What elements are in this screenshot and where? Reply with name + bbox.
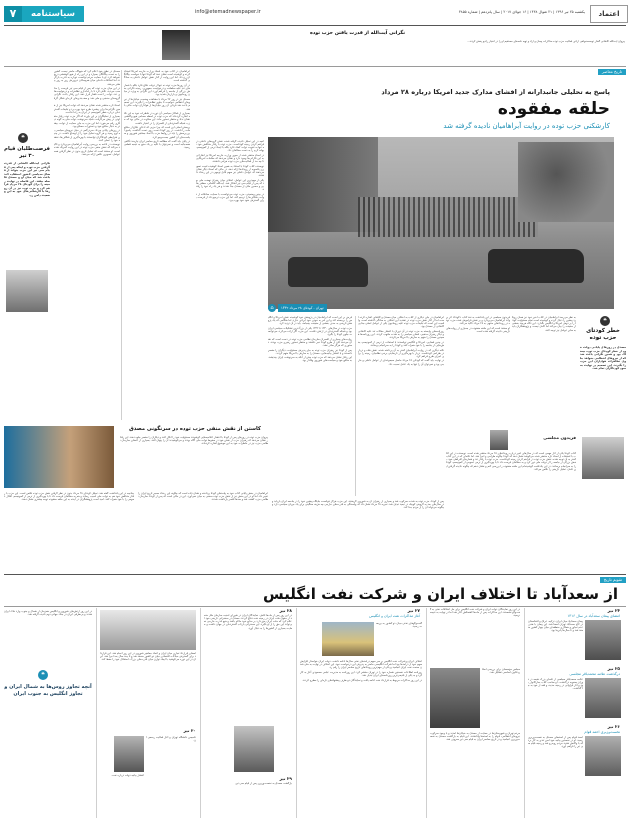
date-label: ۲۷ تیر xyxy=(407,608,420,613)
article-column-12: پس از کودتا، حزب توده به شدت سرکوب شد و بسیاری از رهبران آن به شوروی گریختند. این حزب هرگز نتوانست جایگاه پیشین خود را در جامعه ایران بازیابد و در سال‌های بعد به گروهی کوچک در تبعید تبدیل شد. تجربه ۲۸ مرداد نشان داد که وابستگی به قدرت‌های خارجی چه هزینه سنگینی برای یک جریان سیاسی دارد و چگونه می‌تواند آن را از مردم جدا کند. xyxy=(272,500,444,510)
photo-caption-icon: ⌂ xyxy=(268,304,276,312)
calendar-item-title: آغاز مذاکرات نفت ایران و انگلیس xyxy=(369,614,420,618)
article-column-6: فریدون مجلسی در این یادداشت به نقد کتاب «کودتا» اثر یرواند آبراهامیان می‌پردازد و بر نقش فراموش شده حزب توده در رویدادهای منتهی به ۲۸ مرداد تاکید می‌کند. او معتقد است که این حلقه مفقوده در بسیاری از روایت‌های تاریخی نادیده گرفته شده است. xyxy=(446,316,510,334)
article-column-5: آبراهامیان در جای دیگری از کتاب به اختلاف میان مصدق و کاشانی اشاره کرده است اما از کنار نقش حزب توده در تشدید این اختلاف به سادگی گذشته است. واقعیت این است که تبلیغات حزب توده علیه روحانیون یکی از عوامل اصلی جدایی کاشانی از مصدق بود. روزنامه‌های وابسته به حزب توده در آن دوران با انتشار مقالات تند علیه کاشانی و دیگر رهبران مذهبی، فضای سیاسی را به شدت ملتهب کردند. این روزنامه‌ها همچنین مصدق را متهم به سازش با امریکا می‌کردند. در چنین فضایی، امریکا و انگلیس توانستند با استفاده از ترس از کمونیسم، بخش‌هایی از جامعه را با خود همراه کنند و کودتا را به سرانجام برسانند. نکته دیگری که در روایت آبراهامیان کمتر به آن پرداخته شده، نقش شاه و دربار در طراحی کودتاست. دربار با بهره‌گیری از نارضایتی برخی نظامیان، زمینه را برای اجرای طرح فراهم کرد. در نهایت باید گفت که کودتای ۲۸ مرداد حاصل مجموعه‌ای از عوامل داخلی و خارجی بود و نمی‌توان آن را تنها به یک عامل نسبت داد. xyxy=(358,316,444,366)
photo-tank-left xyxy=(288,257,368,287)
side-quote-heading: خطر کودتای حزب توده xyxy=(586,328,620,341)
left-quote-icon: ❝ xyxy=(18,133,28,143)
column-divider xyxy=(355,316,356,496)
bottom-quote-icon: ❝ xyxy=(38,670,48,680)
bottom-photo-portrait xyxy=(114,736,144,772)
email-label: info@etemadnewspaper.ir xyxy=(195,9,261,15)
date-label: ۲۴ تیر xyxy=(607,608,620,613)
date-label: ۲۹ تیر xyxy=(279,776,292,781)
section-badge: سیاستنامه xyxy=(22,6,84,22)
date-label: ۲۸ تیر xyxy=(279,608,292,613)
bottom-article-title: کاستن از نقش منفی حزب توده در سرنگونی مصدق xyxy=(129,426,261,432)
left-quote-heading: فرصت‌طلبان قیام ۳۰ تیر xyxy=(4,146,50,159)
side-quote-text: مصدق در روزهای پایانی دولت خود از خطر کودتای حزب توده بیمناک بود و همین نگرانی باعث شد که از نیروهای انتظامی بخواهد جلوی تظاهرات هواداران این حزب را بگیرند. این تصمیم در نهایت به سود کودتاگران تمام شد. xyxy=(580,346,626,370)
date-line: یکشنبه ۲۵ تیر ۱۳۹۶ | ۲۱ شوال ۱۴۳۸ | ۱۶ جولای ۲۰۱۷ | سال پانزدهم | شماره ۳۸۵۵ xyxy=(458,10,585,14)
left-quote-text: نگرانی آیت‌الله کاشانی از قدرت گرفتن حزب توده و اینکه پس از قیام سی تیر این حزب بتواند از فضای سیاسی کشور استفاده کند باعث شد که میان او و مصدق فاصله بیفتد. این فاصله در نهایت زمینه را برای کودتای ۲۸ مرداد فراهم کرد و حزب توده نیز در آن روزها با کارشکنی‌های خود به این وضعیت دامن زد. xyxy=(4,162,50,197)
newspaper-logo: اعتماد xyxy=(590,5,628,23)
top-story-portrait xyxy=(162,30,190,60)
bottom-column-2: مجلس مؤسسان برای بررسی اصلاح قانون اساسی تشکیل شد. xyxy=(482,668,520,675)
feature-headline: حلقه مفقوده xyxy=(497,99,610,119)
column-divider xyxy=(426,608,427,818)
article-column-10: چنانچه در این یادداشت گفته شد، تحلیل کودتای ۲۸ مرداد بدون در نظر گرفتن نقش حزب توده ناقص است. این حزب با رفتار متناقض خود هم به دولت ملی آسیب رساند و هم به مخالفان فرصت داد تا با بهره‌گیری از ترس از کمونیسم، افکار عمومی را با خود همراه کنند. امید است پژوهشگران در آینده به این حلقه مفقوده توجه بیشتری نشان دهند. xyxy=(4,492,134,502)
article-column-8: کتاب کودتا یکی از آثار مهمی است که در سال‌های اخیر درباره رویدادهای ۲۸ مرداد منتشر شده است. نویسنده در این کتاب با استفاده از اسناد تازه منتشر شده می‌کوشد نشان دهد که کودتا چگونه طراحی و اجرا شد. اما نکته‌ای که در این کتاب کمتر به آن توجه شده، نقش حزب توده در فراهم کردن زمینه کودتاست. حزب توده با رفتار تند و شعارهای افراطی خود، بخش بزرگی از جامعه را از دولت ملی دور کرد و به مخالفان فرصت داد تا با بهره‌گیری از ترس عمومی از کمونیسم، کودتا را به سرانجام برسانند. در این یادداشت کوشیده‌ام این حلقه مفقوده را بررسی کنم و نشان دهم که چگونه نادیده گرفتن این عامل، تحلیل تاریخی را ناقص می‌کند. xyxy=(446,452,576,471)
top-story-text: پیروان آیت‌الله کاشانی گفتار توسعه‌خواهی آزادی فعالیت حزب توده‌ مذاکرات پیمان و آزاد و تهیه نامه‌های مستقیم او را در اختیار رادیو پخش کردند... xyxy=(467,40,625,43)
column-divider xyxy=(200,608,201,818)
bottom-column-10: انتشار بیانیه دولت درباره نفت. xyxy=(111,774,144,777)
portrait-large xyxy=(4,426,114,488)
bottom-photo-dome xyxy=(322,622,374,656)
bottom-column-1: در این روز نمایندگان دولت ایران و شرکت نفت انگلیس برای حل اختلافات نفتی به گفت‌وگو نشستند. این مذاکرات پس از ماه‌ها کشمکش آغاز شد اما در نهایت به نتیجه نرسید. xyxy=(430,608,520,618)
article-column-11: آبراهامیان در بخش پایانی کتاب خود به پیامدهای کودتا پرداخته و نشان داده است که چگونه این رخداد مسیر تاریخ ایران را تغییر داد. اما او در این بخش نیز از نقش حزب توده سخنی به میان نمی‌آورد. این در حالی است که پس از کودتا، سازمان نظامی حزب کشف شد و صدها افسر بازداشت شدند. xyxy=(138,492,268,502)
calendar-photo xyxy=(585,736,621,776)
history-calendar-tag: تقویم تاریخ xyxy=(600,577,626,583)
date-label: ۳۰ تیر xyxy=(183,728,196,733)
calendar-text: احمد قوام پس از استعفای مصدق به نخست‌وزیری رسید. او در نخستین بیانیه خود لحن تندی به کار برد که با واکنش شدید مردم روبه‌رو شد و زمینه قیام سی تیر را فراهم آورد. xyxy=(528,736,583,749)
bottom-photo-document xyxy=(100,610,196,650)
column-divider xyxy=(524,608,525,818)
column-divider xyxy=(121,70,122,420)
bottom-headline-rule xyxy=(4,606,626,607)
feature-photo xyxy=(268,137,614,309)
history-tag: تاریخ معاصر xyxy=(598,69,626,75)
article-column-3: آنچه در این تحلیل نادیده گرفته شده، نقش گروه‌های داخلی در فراهم کردن زمینه کودتاست. حزب توده با رفتار متناقض خود نه تنها به تقویت دولت کمک نکرد بلکه با ایجاد ترس از کمونیسم، بهانه لازم را به دست مخالفان داد. در اسناد منتشر شده از سوی وزارت خارجه امریکا نیز اشاراتی به این نگرانی‌ها وجود دارد و نشان می‌دهد که مقامات امریکایی تا چه حد از فعالیت‌های حزب توده هراس داشتند. نویسنده کتاب کودتا با استناد به همین اسناد کوشیده است تصویری یکسویه از رویدادها ارائه دهد، در حالی که اسناد دیگر نشان می‌دهند که عوامل داخلی نیز سهم قابل توجهی در این رخداد داشتند. یکی از مهم‌ترین این عوامل، اختلاف میان رهبران نهضت ملی بود که پس از قیام سی تیر آشکار شد. آیت‌الله کاشانی، مظفر بقایی و حسین مکی از مصدق جدا شدند و هر یک راه خود را رفتند. در چنین وضعیتی، حزب توده می‌توانست با حمایت صادقانه از دولت، شکاف‌ها را ترمیم کند، اما این حزب ترجیح داد از فرصت برای گسترش نفوذ خود بهره ببرد. xyxy=(196,140,264,203)
date-label: ۲۶ تیر xyxy=(607,724,620,729)
section-divider xyxy=(4,574,626,575)
column-divider xyxy=(296,608,297,818)
bottom-column-11: در این روز ارتش‌های شوروی و انگلیس همزمان از شمال و جنوب وارد خاک ایران شدند و بی‌طرفی ایران در جنگ جهانی دوم نادیده گرفته شد. xyxy=(4,610,92,617)
bottom-photo xyxy=(430,668,480,728)
feature-dek: کارشکنی حزب توده در روایت آبراهامیان نادیده گرفته شد xyxy=(443,122,610,130)
calendar-text: پیمان سعدآباد میان ایران، ترکیه، عراق و افغانستان در کاخ سعدآباد تهران امضا شد. این پیمان با هدف عدم تجاوز و همکاری منطقه‌ای میان چهار کشور منعقد شد و تا سال‌ها پابرجا بود. xyxy=(528,620,583,633)
bottom-column-9: تأسیس دانشگاه تهران و آغاز فعالیت رسمی آن. xyxy=(146,736,196,743)
article-column-2: آبراهامیان در کتاب خود به اسناد وزارت خارجه امریکا استناد کرده و کوشیده است نشان دهد که کودتا تنها با خواست بیگانگان رخ داد. اما این روایت از کنار نقش عوامل داخلی به سادگی گذشته است. در آن روزها حزب توده نه تنها از دولت دفاع نکرد بلکه با شعارهای تند علیه سلطنت و درخواست جمهوری، زمینه نگرانی بخش بزرگی از جامعه را فراهم آورد. این نگرانی به ویژه در میان روحانیون و بازاریان شدید بود. مصدق نیز در روز ۲۷ مرداد با مشاهده وضعیت خیابان‌ها از نیروهای انتظامی خواست تا جلوی تظاهرات را بگیرند. این تصمیم باعث شد فردای آن روز خیابان‌ها از هواداران دولت خالی باشد. بسیاری از فعالان سیاسی آن دوره در خاطرات خود به این نکته اشاره کرده‌اند که حزب توده در لحظه حساس هیچ واکنشی نشان نداد و منتظر دستور ماند. این سکوت در حالی بود که حزب شبکه گسترده‌ای از افسران را در اختیار داشت. پرسش اصلی این است که چرا حزبی که ادعای دفاع از منافع ملت را داشت، در روز کودتا دست روی دست گذاشت. پاسخ این پرسش را باید در روابط حزب با اتحاد جماهیر شوروی و سیاست‌های آن کشور جست‌وجو کرد. در پایان باید گفت که مطالعه تاریخ معاصر ایران نیازمند نگاهی همه‌جانبه است و نمی‌توان با تکیه بر یک منبع به نتیجه قطعی رسید. xyxy=(124,70,190,150)
bottom-column-7: بازگشت مصدق به نخست‌وزیری پس از قیام سی تیر. xyxy=(234,782,292,785)
column-divider xyxy=(96,608,97,818)
calendar-item-title: درگذشت علامه محمدباقر مجلسی xyxy=(569,672,620,676)
article-column-9: پیروان حزب توده در روزهای پس از کودتا با انتشار اعلامیه‌هایی کوشیدند مسئولیت خود را انکار کنند و دیگران را مقصر جلوه دهند. این رفتار نشان می‌دهد که رهبران حزب از نقش خود در سقوط دولت ملی آگاه بودند و می‌کوشیدند آن را پنهان کنند. بسیاری از اعضای سازمان نظامی حزب نیز در خاطرات خود به این موضوع اشاره کرده‌اند. xyxy=(120,436,268,446)
page-number-badge: ۷ xyxy=(4,6,22,22)
bottom-column-6: در این روز پس از ماه‌ها تلاش، نمایندگان ایران در شورای امنیت سازمان ملل متحد از حقوق ملت ایران در زمینه نفت دفاع کردند. مصدق در سخنرانی تاریخی خود اعلام کرد که ملت ایران حق دارد بر منابع خود حاکم باشد و هیچ قدرت خارجی نمی‌تواند این حق را از او بگیرد. این سخنرانی بازتاب گسترده‌ای در جهان داشت و حمایت بسیاری از کشورها را به دنبال آورد. xyxy=(204,614,292,630)
bottom-quote-text: آنچه تجاوز روس‌ها به شمال ایران و تجاوز انگلیس به جنوب ایران xyxy=(4,684,92,697)
bottom-column-5: اختلاف ایران و شرکت نفت انگلیس بر سر سهم درآمدهای نفتی سال‌ها ادامه داشت. دولت ایران خواستار افزایش سهم خود از درآمدها بود اما شرکت انگلیسی حاضر به پذیرش این درخواست نبود. این اختلاف در نهایت به ملی شدن صنعت نفت ایران انجامید و یکی از مهم‌ترین رویدادهای تاریخ معاصر ایران را رقم زد. روزنامه اطلاعات نخستین شماره خود را در تهران منتشر کرد. این روزنامه به مدیریت عباس مسعودی آغاز به کار کرد و به یکی از قدیمی‌ترین روزنامه‌های ایران تبدیل شد. در این روز مذاکرات مربوط به قرارداد نفت ادامه یافت و نمایندگان دو طرف پیشنهادهای تازه‌ای را مطرح کردند. xyxy=(300,660,422,682)
bottom-column-3: مردم تهران و شهرستان‌ها در حمایت از مصدق به خیابان‌ها آمدند و با وجود سرکوب نیروهای انتظامی، قوام را به استعفا واداشتند. این قیام به بازگشت مصدق به نخست‌وزیری انجامید و در تاریخ معاصر ایران به قیام سی تیر معروف شد. xyxy=(430,732,520,742)
side-quote-icon: ❝ xyxy=(600,316,610,326)
article-column-7: به نظر می‌رسد آبراهامیان در کتاب اخیر خود نیز همان رویکرد پیشین را دنبال کرده و کوشیده است تمام مسئولیت کودتا را بر دوش امریکا و انگلیس بگذارد. این نگاه هرچند بخشی از حقیقت را بیان می‌کند اما کامل نیست و پژوهشگران باید به سایر عوامل نیز توجه کنند. xyxy=(512,316,576,332)
author-name: فریدون مجلسی xyxy=(543,435,576,440)
author-portrait xyxy=(490,430,508,450)
calendar-photo xyxy=(585,620,621,660)
bottom-headline: از سعدآباد تا اختلاف ایران و شرکت نفت انگلیس xyxy=(262,585,618,603)
top-story-divider xyxy=(4,66,626,67)
masthead-divider xyxy=(4,25,626,26)
calendar-text: علامه محمدباقر مجلسی از علمای بزرگ شیعه در دوران صفویه درگذشت. او صاحب کتاب بحارالانوار بود و آثار فراوانی در زمینه حدیث و فقه از خود به جا گذاشت. xyxy=(528,678,583,691)
bottom-photo-figure xyxy=(234,726,274,772)
calendar-photo xyxy=(585,678,621,718)
calendar-item-title: امضای پیمان سعدآباد در سال ۱۳۱۶ xyxy=(567,614,620,618)
article-column-4: فرض بر این است که آبراهامیان در پژوهش خود کوشیده نقش امریکا و انگلیس را برجسته کند و این امر به خودی خود ایرادی ندارد. اما هنگامی که یک پژوهش تاریخی به حذف بخشی از حقیقت بینجامد، باید در آن تردید کرد. حزب توده در سال‌های ۱۳۳۰ تا ۱۳۳۲ یکی از بزرگ‌ترین تشکیلات سیاسی ایران بود و شبکه گسترده‌ای در ارتش داشت. این حزب اگر اراده می‌کرد، می‌توانست جلوی کودتا را بگیرد. روایت‌های بسیاری از افسران سازمان نظامی حزب توده در دست است که نشان می‌دهد آنان از طرح کودتا خبر داشتند و منتظر دستور رهبری حزب بودند، دستوری که هرگز صادر نشد. پس از کودتا نیز رهبران حزب توده به جای پذیرش مسئولیت، دیگران را مقصر دانستند و با انتشار بیانیه‌هایی، مصدق را به سازش با امریکا متهم کردند. این رفتار نشان می‌دهد که حزب توده بیش از آنکه به سرنوشت ایران بیندیشد، به منافع خود و سیاست‌های شوروی وفادار بود. xyxy=(268,316,352,363)
date-label: ۲۵ تیر xyxy=(607,666,620,671)
calendar-item-title: نخست‌وزیری احمد قوام xyxy=(584,730,620,734)
photo-tank-right xyxy=(488,249,584,283)
photo-trees xyxy=(518,142,614,222)
photo-caption: تهران - کودتای ۲۸ مرداد ۱۳۳۲ xyxy=(278,304,327,312)
article-column-1: مصدق در نطق خود اعلام کرد که هیچ‌گاه حاضر نیست کشور را به دست بیگانگان بسپارد و در این راه از هیچ کوششی دریغ نخواهد کرد. او با حمایت مردم توانست دوباره به قدرت بازگردد اما اختلافات داخلی میان هم‌پیمانان دیروزش روز به روز بیشتر می‌شد. در این میان حزب توده که پس از قیام سی تیر فرصت را مناسب می‌دید، تلاش کرد تا با راه‌اندازی تظاهرات و درخواست‌های تند، دولت را تحت فشار قرار دهد. این رفتار باعث نگرانی گروه‌های مذهبی و ملی شد و صف‌بندی‌های تازه‌ای شکل گرفت. اسناد تازه منتشر شده نشان می‌دهد که دولت امریکا نیز از همین نگرانی‌ها برای پیشبرد طرح خود بهره برد و تبلیغات گسترده‌ای درباره خطر کمونیسم در ایران به راه انداخت. بسیاری از تحلیلگران بر این باورند که اگر حزب توده رفتار متفاوتی در پیش می‌گرفت، شاید سرنوشت دولت ملی به گونه دیگری رقم می‌خورد. اما این حزب به جای حمایت از دولت، بیشتر به دنبال منافع خود و دستورات مسکو بود. در روزهای پایانی مرداد، سردرگمی در میان نیروهای سیاسی به اوج رسید و هر گروه تحلیل خود را از اوضاع داشت. در چنین شرایطی کودتاگران توانستند با بهره‌گیری از شکاف‌ها، نقشه خود را عملی کنند. نویسنده در ادامه به بررسی روایت آبراهامیان می‌پردازد و تاکید می‌کند که نقش منفی حزب توده در این روایت کمرنگ شده است. او معتقد است که تحلیل تاریخ بدون در نظر گرفتن همه عوامل، تصویری ناقص ارائه می‌دهد. xyxy=(54,70,120,156)
side-portrait xyxy=(582,437,624,479)
bottom-column-8: امضای قرارداد تجاری میان ایران و اتحاد جماهیر شوروی در این روز انجام شد. این قرارداد برای گسترش مبادلات اقتصادی میان دو کشور منعقد شد و تا چند سال بعد اجرا شد. ایران در این دوره می‌کوشید با ایجاد توازن میان قدرت‌های بزرگ، استقلال خود را حفظ کند. xyxy=(100,652,196,662)
left-portrait xyxy=(6,270,48,312)
photo-crowd xyxy=(358,197,538,237)
bottom-column-4: گفت‌وگوهای نفتی میان دو کشور به بن‌بست رسید. xyxy=(376,622,422,629)
top-story-title: نگرانی آیت‌الله از قدرت یافتن حزب توده xyxy=(309,31,405,36)
feature-kicker: پاسخ به تحلیلی جانبدارانه از افشای مدارک جدید امریکا درباره ۲۸ مرداد xyxy=(381,88,610,96)
